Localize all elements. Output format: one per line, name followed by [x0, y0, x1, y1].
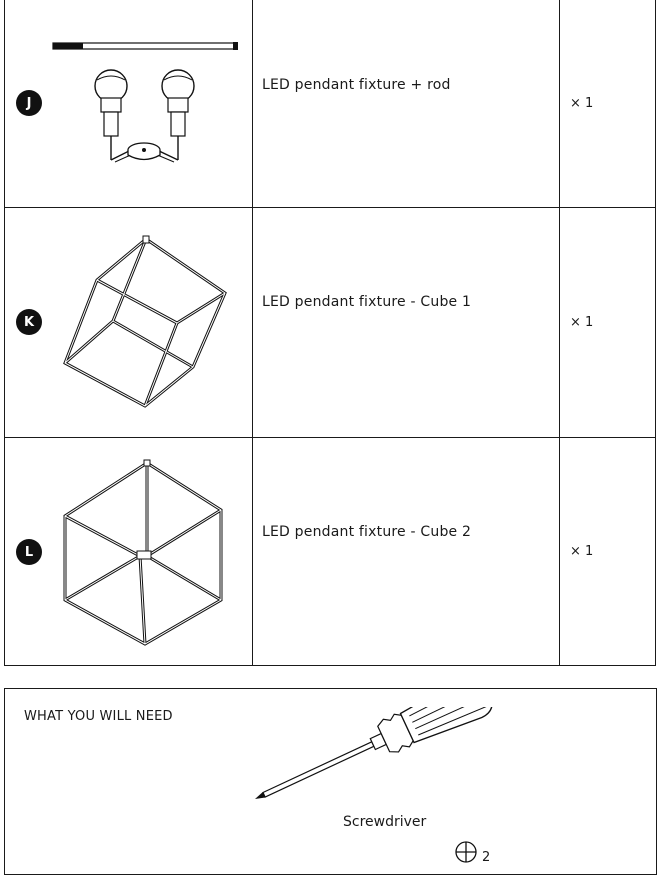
pendant-rod-icon: [5, 0, 253, 207]
cube-pendant-icon: [5, 438, 253, 667]
part-row-j: [5, 0, 655, 207]
cube-pendant-icon: [5, 208, 253, 438]
part-description: LED pendant fixture - Cube 1: [262, 294, 472, 310]
part-description: LED pendant fixture - Cube 2: [262, 524, 472, 540]
part-description: LED pendant fixture + rod: [262, 77, 451, 93]
part-letter-badge: K: [16, 309, 42, 335]
part-row-k: [5, 207, 655, 437]
part-illustration-cell: [5, 0, 253, 207]
parts-table: [4, 0, 656, 666]
part-quantity-cell: [560, 438, 655, 666]
part-quantity-cell: [560, 208, 655, 437]
part-quantity: × 1: [570, 315, 594, 330]
part-description-cell: [253, 208, 560, 437]
part-quantity: × 1: [570, 96, 594, 111]
part-illustration-cell: [5, 208, 253, 437]
part-description-cell: [253, 438, 560, 666]
part-description-cell: [253, 0, 560, 207]
part-quantity-cell: [560, 0, 655, 207]
screwdriver-icon: [245, 707, 505, 807]
tools-section-title: WHAT YOU WILL NEED: [24, 709, 173, 724]
part-row-l: [5, 437, 655, 666]
part-letter-badge: L: [16, 539, 42, 565]
tool-name: Screwdriver: [343, 814, 427, 830]
part-quantity: × 1: [570, 544, 594, 559]
part-illustration-cell: [5, 438, 253, 666]
part-letter-badge: J: [16, 90, 42, 116]
tools-section: [4, 688, 657, 875]
bit-size: 2: [482, 850, 491, 865]
